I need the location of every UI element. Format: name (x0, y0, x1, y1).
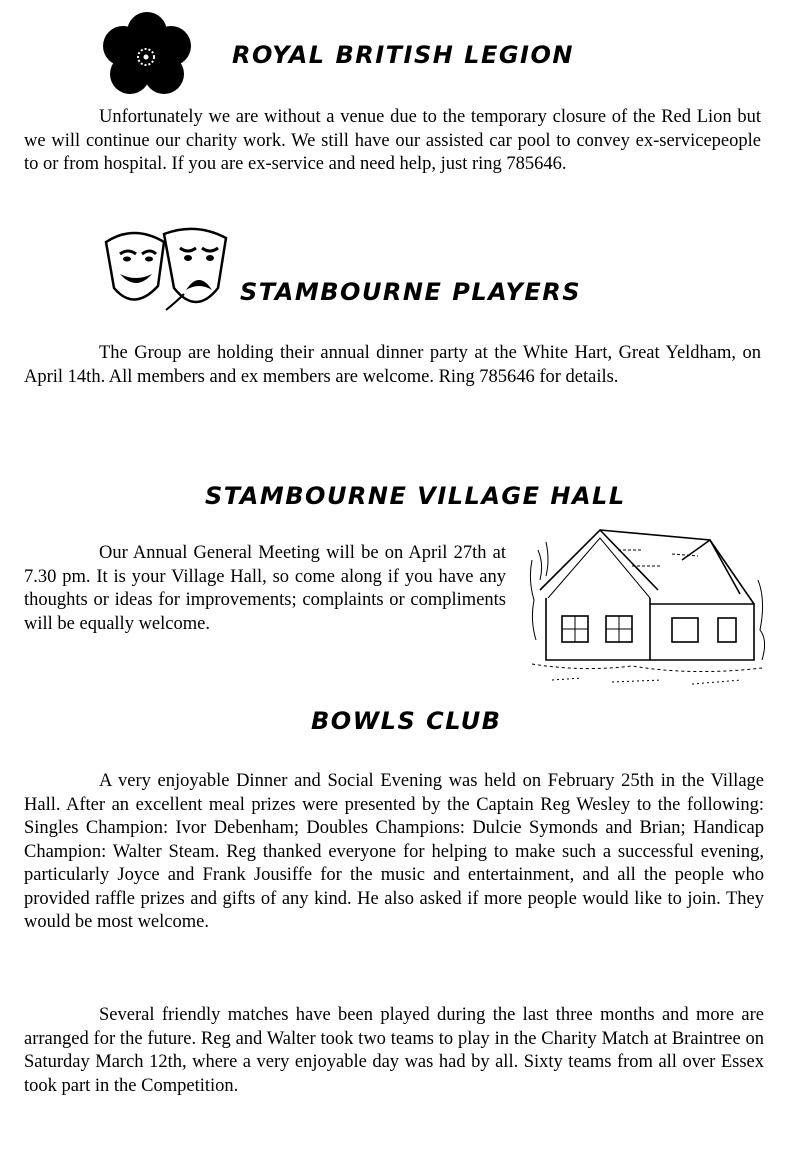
bowls-paragraph-1: A very enjoyable Dinner and Social Evening was held on February 25th in the Village Hall. After an excellent meal prizes were presented by the Captain Reg Wesley to the following: Singles Champion: Ivor Debenham; Doubles Champions: Dulcie Symonds and Brian; Handicap Champion: Walter Steam. Reg thanked everyone for helping to make such a successful evening, particularly Joyce and Frank Jousiffe for the music and entertainment, and all the people who provided raffle prizes and gifts of any kind. He also asked if more people would like to join. They would be most welcome. (24, 771, 764, 932)
legion-heading: ROYAL BRITISH LEGION (232, 41, 574, 69)
bowls-heading: BOWLS CLUB (311, 707, 502, 735)
players-heading: STAMBOURNE PLAYERS (240, 278, 581, 306)
poppy-icon (100, 12, 194, 98)
village-hall-illustration (522, 520, 772, 690)
players-text: The Group are holding their annual dinner party at the White Hart, Great Yeldham, on April 14th. All members and ex members are welcome. Ring 785646 for details. (24, 343, 761, 387)
hall-heading: STAMBOURNE VILLAGE HALL (205, 482, 626, 510)
theatre-masks-icon (100, 222, 240, 318)
legion-text: Unfortunately we are without a venue due to the temporary closure of the Red Lion but we will continue our charity work. We still have our assisted car pool to convey ex-servicepeople to or from hospital. If you are ex-service and need help, just ring 785646. (24, 107, 761, 174)
bowls-paragraph-2: Several friendly matches have been played during the last three months and more are arranged for the future. Reg and Walter took two teams to play in the Charity Match at Braintree on Saturday March 12th, where a very enjoyable day was had by all. Sixty teams from all over Essex took part in the Competition. (24, 1005, 764, 1096)
hall-text: Our Annual General Meeting will be on April 27th at 7.30 pm. It is your Village Hall, so come along if you have any thoughts or ideas for improvements; complaints or compliments will be equally welcome. (24, 543, 506, 634)
